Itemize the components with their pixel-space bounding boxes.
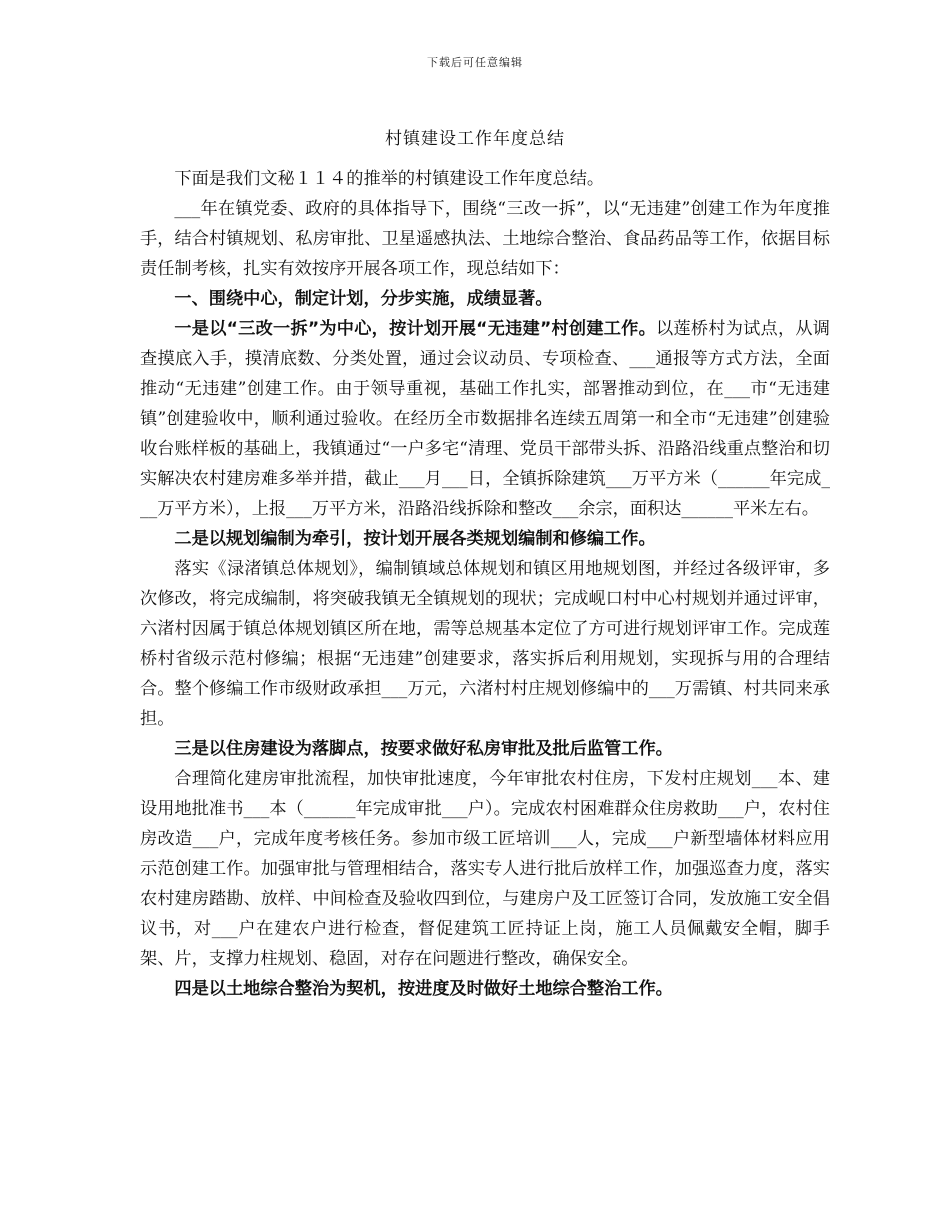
housing-paragraph: 合理简化建房审批流程，加快审批速度，今年审批农村住房，下发村庄规划___本、建设用地批准书___本（______年完成审批___户）。完成农村困难群众住房救助___户，农村住房改造___户，完成年度考核任务。参加市级工匠培训___人，完成___户新型墙体材料应用示范创建工作。加强审批与管理相结合，落实专人进行批后放样工作，加强巡查力度，落实农村建房踏勘、放样、中间检查及验收四到位，与建房户及工匠签订合同，发放施工安全倡议书，对___户在建农户进行检查，督促建筑工匠持证上岗，施工人员佩戴安全帽，脚手架、片，支撑力柱规划、稳固，对存在问题进行整改，确保安全。 [140,769,830,969]
overview-paragraph: ___年在镇党委、政府的具体指导下，围绕“三改一拆”，以“无违建”创建工作为年度推手，结合村镇规划、私房审批、卫星遥感执法、土地综合整治、食品药品等工作，依据目标责任制考核，扎实有效按序开展各项工作，现总结如下： [140,199,830,279]
intro-paragraph: 下面是我们文秘１１４的推举的村镇建设工作年度总结。 [174,169,605,189]
section-heading-3: 三是以住房建设为落脚点，按要求做好私房审批及批后监管工作。 [174,739,673,759]
document-title: 村镇建设工作年度总结 [385,129,565,149]
section-heading-1: 一、围绕中心，制定计划，分步实施，成绩显著。 [174,289,553,309]
paragraph-body: 以莲桥村为试点，从调查摸底入手，摸清底数、分类处置，通过会议动员、专项检查、___通报等方式方法，全面推动“无违建”创建工作。由于领导重视，基础工作扎实，部署推动到位，在___市“无违建镇”创建验收中，顺利通过验收。在经历全市数据排名连续五周第一和全市“无违建”创建验收台账样板的基础上，我镇通过“一户多宅“清理、党员干部带头拆、沿路沿线重点整治和切实解决农村建房难多举并措，截止___月___日，全镇拆除建筑___万平方米（______年完成___万平方米），上报___万平方米，沿路沿线拆除和整改___余宗，面积达______平米左右。 [140,319,830,519]
no-illegal-building-paragraph [140,314,830,524]
section-heading-4: 四是以土地综合整治为契机，按进度及时做好土地综合整治工作。 [174,979,673,999]
section-heading-2: 二是以规划编制为牵引，按计划开展各类规划编制和修编工作。 [174,529,656,549]
paragraph-lead-heading: 一是以“三改一拆”为中心，按计划开展“无违建”村创建工作。 [174,319,657,339]
planning-paragraph: 落实《渌渚镇总体规划》，编制镇域总体规划和镇区用地规划图，并经过各级评审，多次修改，将完成编制，将突破我镇无全镇规划的现状；完成岘口村中心村规划并通过评审，六渚村因属于镇总体规划镇区所在地，需等总规基本定位了方可进行规划评审工作。完成莲桥村省级示范村修编；根据“无违建”创建要求，落实拆后利用规划，实现拆与用的合理结合。整个修编工作市级财政承担___万元，六渚村村庄规划修编中的___万需镇、村共同来承担。 [140,559,830,729]
header-note: 下载后可任意编辑 [427,56,523,69]
document-body [140,164,830,1004]
